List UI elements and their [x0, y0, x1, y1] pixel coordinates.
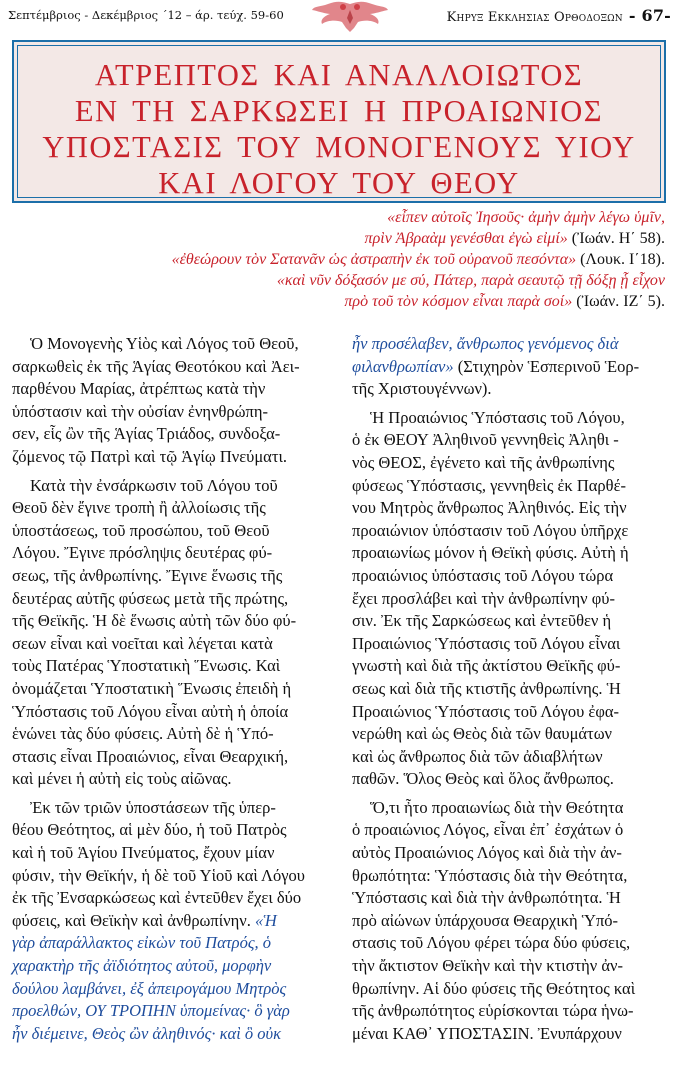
- title-line: ΥΠΟΣΤΑΣΙΣ ΤΟΥ ΜΟΝΟΓΕΝΟΥΣ ΥΙΟΥ: [42, 130, 636, 164]
- text-line: Ἐκ τῶν τριῶν ὑποστάσεων τῆς ὑπερ-: [30, 797, 276, 817]
- text-line: στασις τοῦ Λόγου φέρει τώρα δύο φύσεις,: [352, 933, 631, 953]
- epigraph-reference: (Ἰωάν. ΙΖ΄ 5).: [572, 293, 665, 310]
- title-line: ΕΝ ΤΗ ΣΑΡΚΩΣΕΙ Η ΠΡΟΑΙΩΝΙΟΣ: [74, 94, 604, 128]
- text-line: σεως καὶ διὰ τῆς κτιστῆς ἀνθρωπίνης. Ἡ: [352, 678, 621, 698]
- text-span: φύσεις, καὶ Θεϊκὴν καὶ ἀνθρωπίνην.: [12, 910, 255, 930]
- text-line: φύσιν, τὴν Θεϊκήν, ἡ δὲ τοῦ Υἱοῦ καὶ Λόγου: [12, 865, 305, 885]
- quote-line: γὰρ ἀπαράλλακτος εἰκὼν τοῦ Πατρός, ὁ: [12, 933, 272, 953]
- text-line: ἔχει προσλάβει καὶ τὴν ἀνθρωπίνην φύ-: [352, 588, 615, 608]
- text-line: νου Μητρὸς ἄνθρωπος Ἀληθινός. Εἰς τὴν: [352, 498, 627, 518]
- text-line: δευτέρας αὐτῆς φύσεως μετὰ τῆς πρώτης,: [12, 588, 289, 608]
- issue-info: Σεπτέμβριος - Δεκέμβριος ΄12 – άρ. τεύχ. 59-60: [8, 8, 284, 22]
- text-line: πρὸ αἰώνων ὑπάρχουσα Θεαρχικὴ Ὑπό-: [352, 910, 619, 930]
- title-box: [12, 40, 666, 203]
- quote-line: δούλου λαμβάνει, ἐξ ἀπειρογάμου Μητρὸς: [12, 978, 287, 998]
- epigraph-quote: πρὸ τοῦ τὸν κόσμον εἶναι παρὰ σοί»: [344, 293, 573, 310]
- text-line: αὐτὸς Προαιώνιος Λόγος καὶ διὰ τὴν ἀν-: [352, 843, 622, 863]
- epigraph-reference: (Ἰωάν. Η΄ 58).: [567, 230, 665, 247]
- text-line: ὀνομάζεται Ὑποστατικὴ Ἕνωσις ἐπειδὴ ἡ: [12, 678, 292, 698]
- text-line: καὶ ἡ τοῦ Ἁγίου Πνεύματος, ἔχουν μίαν: [12, 843, 275, 863]
- text-line: ὁ ἐκ ΘΕΟΥ Ἀληθινοῦ γεννηθεὶς Ἀληθι -: [352, 430, 619, 450]
- text-line: [352, 356, 670, 379]
- page-header: [0, 0, 681, 42]
- epigraph-quote: πρὶν Ἀβραὰμ γενέσθαι ἐγὼ εἰμί»: [364, 230, 568, 247]
- text-line: ἑνώνει τὰς δύο φύσεις. Αὐτὴ δὲ ἡ Ὑπό-: [12, 724, 274, 744]
- quote-text: «Ἡ: [254, 910, 277, 930]
- epigraph-quote: «εἶπεν αὐτοῖς Ἰησοῦς· ἀμὴν ἀμὴν λέγω ὑμῖν,: [387, 209, 665, 226]
- text-line: τῆς Θεϊκῆς. Ἡ δὲ ἕνωσις αὐτὴ τῶν δύο φύ-: [12, 611, 297, 631]
- text-line: ὑπόστασιν καὶ τὴν οὐσίαν ἐνηνθρώπη-: [12, 401, 268, 421]
- text-span: (Στιχηρὸν Ἑσπερινοῦ Ἑορ-: [453, 356, 640, 376]
- text-line: σεν, εἷς ὢν τῆς Ἁγίας Τριάδος, συνδοξα-: [12, 424, 281, 444]
- text-line: Λόγου. Ἔγινε πρόσληψις δευτέρας φύ-: [12, 543, 273, 563]
- quote-text: φιλανθρωπίαν»: [352, 356, 454, 376]
- text-line: τῆς Χριστουγέννων).: [352, 379, 492, 399]
- journal-title: [447, 6, 671, 25]
- epigraph-line: [40, 270, 665, 291]
- epigraph-line: [40, 228, 665, 249]
- epigraph-reference: (Λουκ. Ι΄18).: [576, 251, 665, 268]
- text-line: παρθένου Μαρίας, ἀτρέπτως κατὰ τὴν: [12, 379, 266, 399]
- text-line: στασις εἶναι Προαιώνιος, εἶναι Θεαρχική,: [12, 746, 289, 766]
- left-column: [12, 333, 330, 1045]
- title-line: ΚΑΙ ΛΟΓΟΥ ΤΟΥ ΘΕΟΥ: [158, 166, 520, 200]
- text-line: Θεοῦ δὲν ἔγινε τροπὴ ἢ ἀλλοίωσις τῆς: [12, 498, 266, 518]
- right-column: [352, 333, 670, 1045]
- text-line: τὴν ἄκτιστον Θεϊκὴν καὶ τὴν κτιστὴν ἀν-: [352, 956, 623, 976]
- epigraph-quote: «καὶ νῦν δόξασόν με σύ, Πάτερ, παρὰ σεαυτῷ τῇ δόξῃ ᾗ εἶχον: [276, 272, 665, 289]
- text-line: [12, 910, 330, 933]
- text-line: καὶ ὡς ἄνθρωπος διὰ τῶν ἀδιαβλήτων: [352, 746, 603, 766]
- text-line: ἐκ τῆς Ἐνσαρκώσεως καὶ ἐντεῦθεν ἔχει δύο: [12, 888, 302, 908]
- text-line: Ὑπόστασις τοῦ Λόγου εἶναι αὐτὴ ἡ ὁποία: [12, 701, 289, 721]
- text-line: σεων εἶναι καὶ νοεῖται καὶ λέγεται κατὰ: [12, 633, 273, 653]
- epigraph: [40, 207, 665, 312]
- text-line: Ἡ Προαιώνιος Ὑπόστασις τοῦ Λόγου,: [370, 407, 625, 427]
- text-line: σεως, τῆς ἀνθρωπίνης. Ἔγινε ἕνωσις τῆς: [12, 565, 283, 585]
- text-line: προαιωνίως μόνον ἡ Θεϊκὴ φύσις. Αὐτὴ ἡ: [352, 543, 629, 563]
- text-line: νὸς ΘΕΟΣ, ἐγένετο καὶ τῆς ἀνθρωπίνης: [352, 452, 615, 472]
- epigraph-line: [40, 207, 665, 228]
- text-line: Ὅ,τι ἦτο προαιωνίως διὰ τὴν Θεότητα: [370, 797, 624, 817]
- quote-line: ἦν διέμεινε, Θεὸς ὢν ἀληθινός· καὶ ὃ οὐκ: [12, 1023, 282, 1043]
- text-line: τῆς ἀνθρωπότητος εὑρίσκονται τώρα ἡνω-: [352, 1001, 634, 1021]
- page-number: - 67-: [628, 6, 671, 25]
- quote-line: προελθών, ΟΥ ΤΡΟΠΗΝ ὑπομείνας· ὃ γὰρ: [12, 1001, 290, 1021]
- text-line: θρωπίνην. Αἱ δύο φύσεις τῆς Θεότητος καὶ: [352, 978, 636, 998]
- text-line: τοὺς Πατέρας Ὑποστατικὴ Ἕνωσις. Καὶ: [12, 656, 281, 676]
- text-line: σαρκωθεὶς ἐκ τῆς Ἁγίας Θεοτόκου καὶ Ἀει-: [12, 356, 300, 376]
- text-line: μέναι ΚΑΘ᾽ ΥΠΟΣΤΑΣΙΝ. Ἐνυπάρχουν: [352, 1023, 622, 1043]
- text-line: φύσεως Ὑπόστασις, γεννηθεὶς ἐκ Παρθέ-: [352, 475, 626, 495]
- quote-line: χαρακτὴρ τῆς ἀϊδιότητος αὐτοῦ, μορφὴν: [12, 956, 272, 976]
- epigraph-line: [40, 249, 665, 270]
- text-line: Κατὰ τὴν ἐνσάρκωσιν τοῦ Λόγου τοῦ: [30, 475, 278, 495]
- article-title: [14, 57, 664, 201]
- text-line: νερώθη καὶ ὡς Θεὸς διὰ τῶν θαυμάτων: [352, 724, 613, 744]
- title-line: ΑΤΡΕΠΤΟΣ ΚΑΙ ΑΝΑΛΛΟΙΩΤΟΣ: [94, 58, 584, 92]
- text-line: θρωπότητα: Ὑπόστασις διὰ τὴν Θεότητα,: [352, 865, 628, 885]
- text-line: Ὑπόστασις καὶ διὰ τὴν ἀνθρωπότητα. Ἡ: [352, 888, 621, 908]
- text-line: προαιώνιον ὑπόστασιν τοῦ Λόγου ὑπῆρχε: [352, 520, 629, 540]
- double-headed-eagle-icon: [310, 0, 390, 34]
- text-line: καὶ μένει ἡ αὐτὴ εἰς τοὺς αἰῶνας.: [12, 769, 232, 789]
- text-line: ὁ προαιώνιος Λόγος, εἶναι ἐπ᾽ ἐσχάτων ὁ: [352, 820, 624, 840]
- journal-name: Κηρυξ Εκκλησιας Ορθοδοξων: [446, 10, 623, 25]
- text-line: ζόμενος τῷ Πατρὶ καὶ τῷ Ἁγίῳ Πνεύματι.: [12, 446, 288, 466]
- text-line: Ὁ Μονογενὴς Υἱὸς καὶ Λόγος τοῦ Θεοῦ,: [30, 334, 299, 353]
- text-line: ὑποστάσεως, τοῦ προσώπου, τοῦ Θεοῦ: [12, 520, 270, 540]
- text-line: προαιώνιος ὑπόστασις τοῦ Λόγου τώρα: [352, 565, 614, 585]
- text-line: σιν. Ἐκ τῆς Σαρκώσεως καὶ ἐντεῦθεν ἡ: [352, 611, 612, 631]
- quote-line: ἦν προσέλαβεν, ἄνθρωπος γενόμενος διὰ: [352, 334, 619, 353]
- epigraph-line: [40, 291, 665, 312]
- text-line: παθῶν. Ὅλος Θεὸς καὶ ὅλος ἄνθρωπος.: [352, 769, 614, 789]
- text-line: θέου Θεότητος, αἱ μὲν δύο, ἡ τοῦ Πατρὸς: [12, 820, 287, 840]
- epigraph-quote: «ἐθεώρουν τὸν Σατανᾶν ὡς ἀστραπὴν ἐκ τοῦ οὐρανοῦ πεσόντα»: [171, 251, 577, 268]
- text-line: γνωστὴ καὶ διὰ τῆς ἀκτίστου Θεϊκῆς φύ-: [352, 656, 621, 676]
- text-line: Προαιώνιος Ὑπόστασις τοῦ Λόγου ἐφα-: [352, 701, 619, 721]
- text-line: Προαιώνιος Ὑπόστασις τοῦ Λόγου εἶναι: [352, 633, 621, 653]
